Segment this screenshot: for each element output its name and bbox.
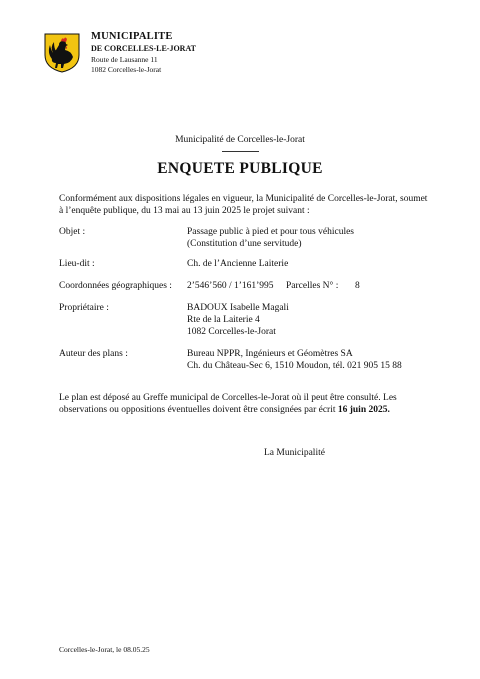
auteur-address: Ch. du Château-Sec 6, 1510 Moudon, tél. 021 905 15 88 [187, 361, 402, 371]
proprietaire-label: Propriétaire : [59, 303, 109, 313]
objet-value-line2: (Constitution d’une servitude) [187, 239, 302, 249]
footer-place-date: Corcelles-le-Jorat, le 08.05.25 [59, 645, 150, 654]
proprietaire-name: BADOUX Isabelle Magali [187, 303, 289, 313]
lieu-dit-value: Ch. de l’Ancienne Laiterie [187, 259, 289, 269]
coordonnees-label: Coordonnées géographiques : [59, 281, 172, 291]
authority-heading: Municipalité de Corcelles-le-Jorat [175, 135, 305, 145]
organization-address-city: 1082 Corcelles-le-Jorat [91, 65, 162, 74]
proprietaire-city: 1082 Corcelles-le-Jorat [187, 327, 276, 337]
heading-divider [222, 151, 259, 152]
intro-paragraph: Conformément aux dispositions légales en vigueur, la Municipalité de Corcelles-le-Jorat, soumet à l’enquête publique, du 13 mai au 13 juin 2025 le projet suivant : [59, 194, 428, 216]
coordonnees-value: 2’546’560 / 1’161’995 [187, 281, 274, 291]
organization-name: MUNICIPALITE [91, 31, 173, 42]
proprietaire-street: Rte de la Laiterie 4 [187, 315, 260, 325]
lieu-dit-label: Lieu-dit : [59, 259, 95, 269]
deadline-date: 16 juin 2025. [337, 405, 390, 415]
document-title: ENQUETE PUBLIQUE [157, 160, 323, 177]
signature: La Municipalité [264, 448, 325, 458]
parcelles-label: Parcelles N° : [286, 281, 339, 291]
parcelles-value: 8 [355, 281, 360, 291]
closing-paragraph [59, 392, 431, 416]
auteur-label: Auteur des plans : [59, 349, 128, 359]
objet-value-line1: Passage public à pied et pour tous véhicules [187, 227, 355, 237]
rooster-coat-of-arms-icon [44, 33, 80, 73]
organization-address-street: Route de Lausanne 11 [91, 55, 158, 64]
organization-subtitle: DE CORCELLES-LE-JORAT [91, 44, 196, 53]
objet-label: Objet : [59, 227, 86, 237]
closing-text: Le plan est déposé au Greffe municipal de Corcelles-le-Jorat où il peut être consulté. Les observations ou oppositions éventuelles doivent être consignées par écrit [59, 393, 397, 415]
auteur-company: Bureau NPPR, Ingénieurs et Géomètres SA [187, 349, 353, 359]
